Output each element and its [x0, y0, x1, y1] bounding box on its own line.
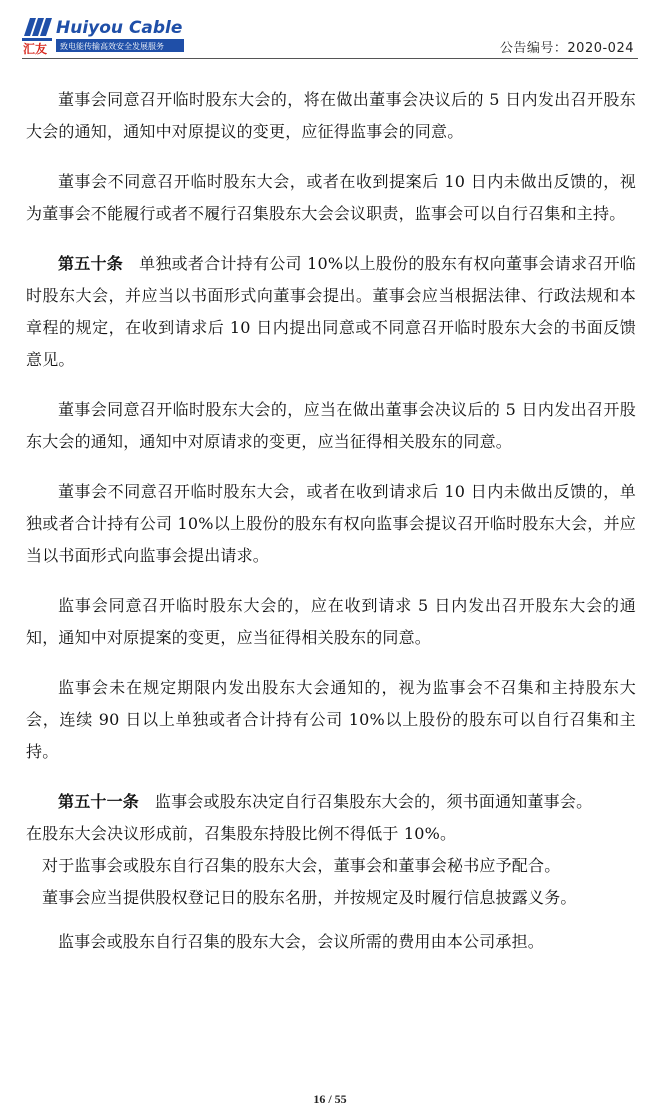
- paragraph: 董事会应当提供股权登记日的股东名册，并按规定及时履行信息披露义务。: [42, 888, 577, 907]
- paragraph: 董事会同意召开临时股东大会的，应当在做出董事会决议后的 5 日内发出召开股东大会的通知，通知中对原请求的变更，应当征得相关股东的同意。: [26, 400, 636, 451]
- logo-tagline-text: 致电能传输高效安全发展服务: [60, 42, 164, 51]
- paragraph: 在股东大会决议形成前，召集股东持股比例不得低于 10%。: [26, 824, 457, 843]
- company-logo: [22, 14, 192, 56]
- document-body: [26, 84, 636, 958]
- announcement-number: 公告编号：2020-024: [499, 41, 634, 56]
- paragraph: 董事会不同意召开临时股东大会，或者在收到提案后 10 日内未做出反馈的，视为董事会不能履行或者不履行召集股东大会会议职责，监事会可以自行召集和主持。: [26, 172, 636, 223]
- page-number: 16 / 55: [313, 1092, 347, 1106]
- paragraph: 监事会或股东自行召集的股东大会，会议所需的费用由本公司承担。: [58, 932, 545, 951]
- page-header: [0, 0, 660, 64]
- header-divider: [22, 58, 638, 59]
- logo-brand-text: Huiyou Cable: [56, 18, 183, 38]
- paragraph: 第五十条 单独或者合计持有公司 10%以上股份的股东有权向董事会请求召开临时股东大会，并应当以书面形式向董事会提出。董事会应当根据法律、行政法规和本章程的规定，在收到请求后 10 日内提出同意或不同意召开临时股东大会的书面反馈意见。: [26, 254, 636, 369]
- paragraph: 对于监事会或股东自行召集的股东大会，董事会和董事会秘书应予配合。: [42, 856, 561, 875]
- paragraph: 监事会未在规定期限内发出股东大会通知的，视为监事会不召集和主持股东大会，连续 90 日以上单独或者合计持有公司 10%以上股份的股东可以自行召集和主持。: [26, 678, 636, 761]
- paragraph: 第五十一条 监事会或股东决定自行召集股东大会的，须书面通知董事会。: [58, 792, 593, 811]
- article-number: 第五十一条: [58, 792, 140, 811]
- article-number: 第五十条: [58, 254, 124, 273]
- cable-bundle-icon: [22, 18, 52, 41]
- paragraph: 董事会同意召开临时股东大会的，将在做出董事会决议后的 5 日内发出召开股东大会的通知，通知中对原提议的变更，应征得监事会的同意。: [26, 90, 636, 141]
- logo-cn-text: 汇友: [23, 42, 48, 56]
- paragraph: 董事会不同意召开临时股东大会，或者在收到请求后 10 日内未做出反馈的，单独或者合计持有公司 10%以上股份的股东有权向监事会提议召开临时股东大会，并应当以书面形式向监事会提出请求。: [26, 482, 636, 565]
- paragraph: 监事会同意召开临时股东大会的，应在收到请求 5 日内发出召开股东大会的通知，通知中对原提案的变更，应当征得相关股东的同意。: [26, 596, 636, 647]
